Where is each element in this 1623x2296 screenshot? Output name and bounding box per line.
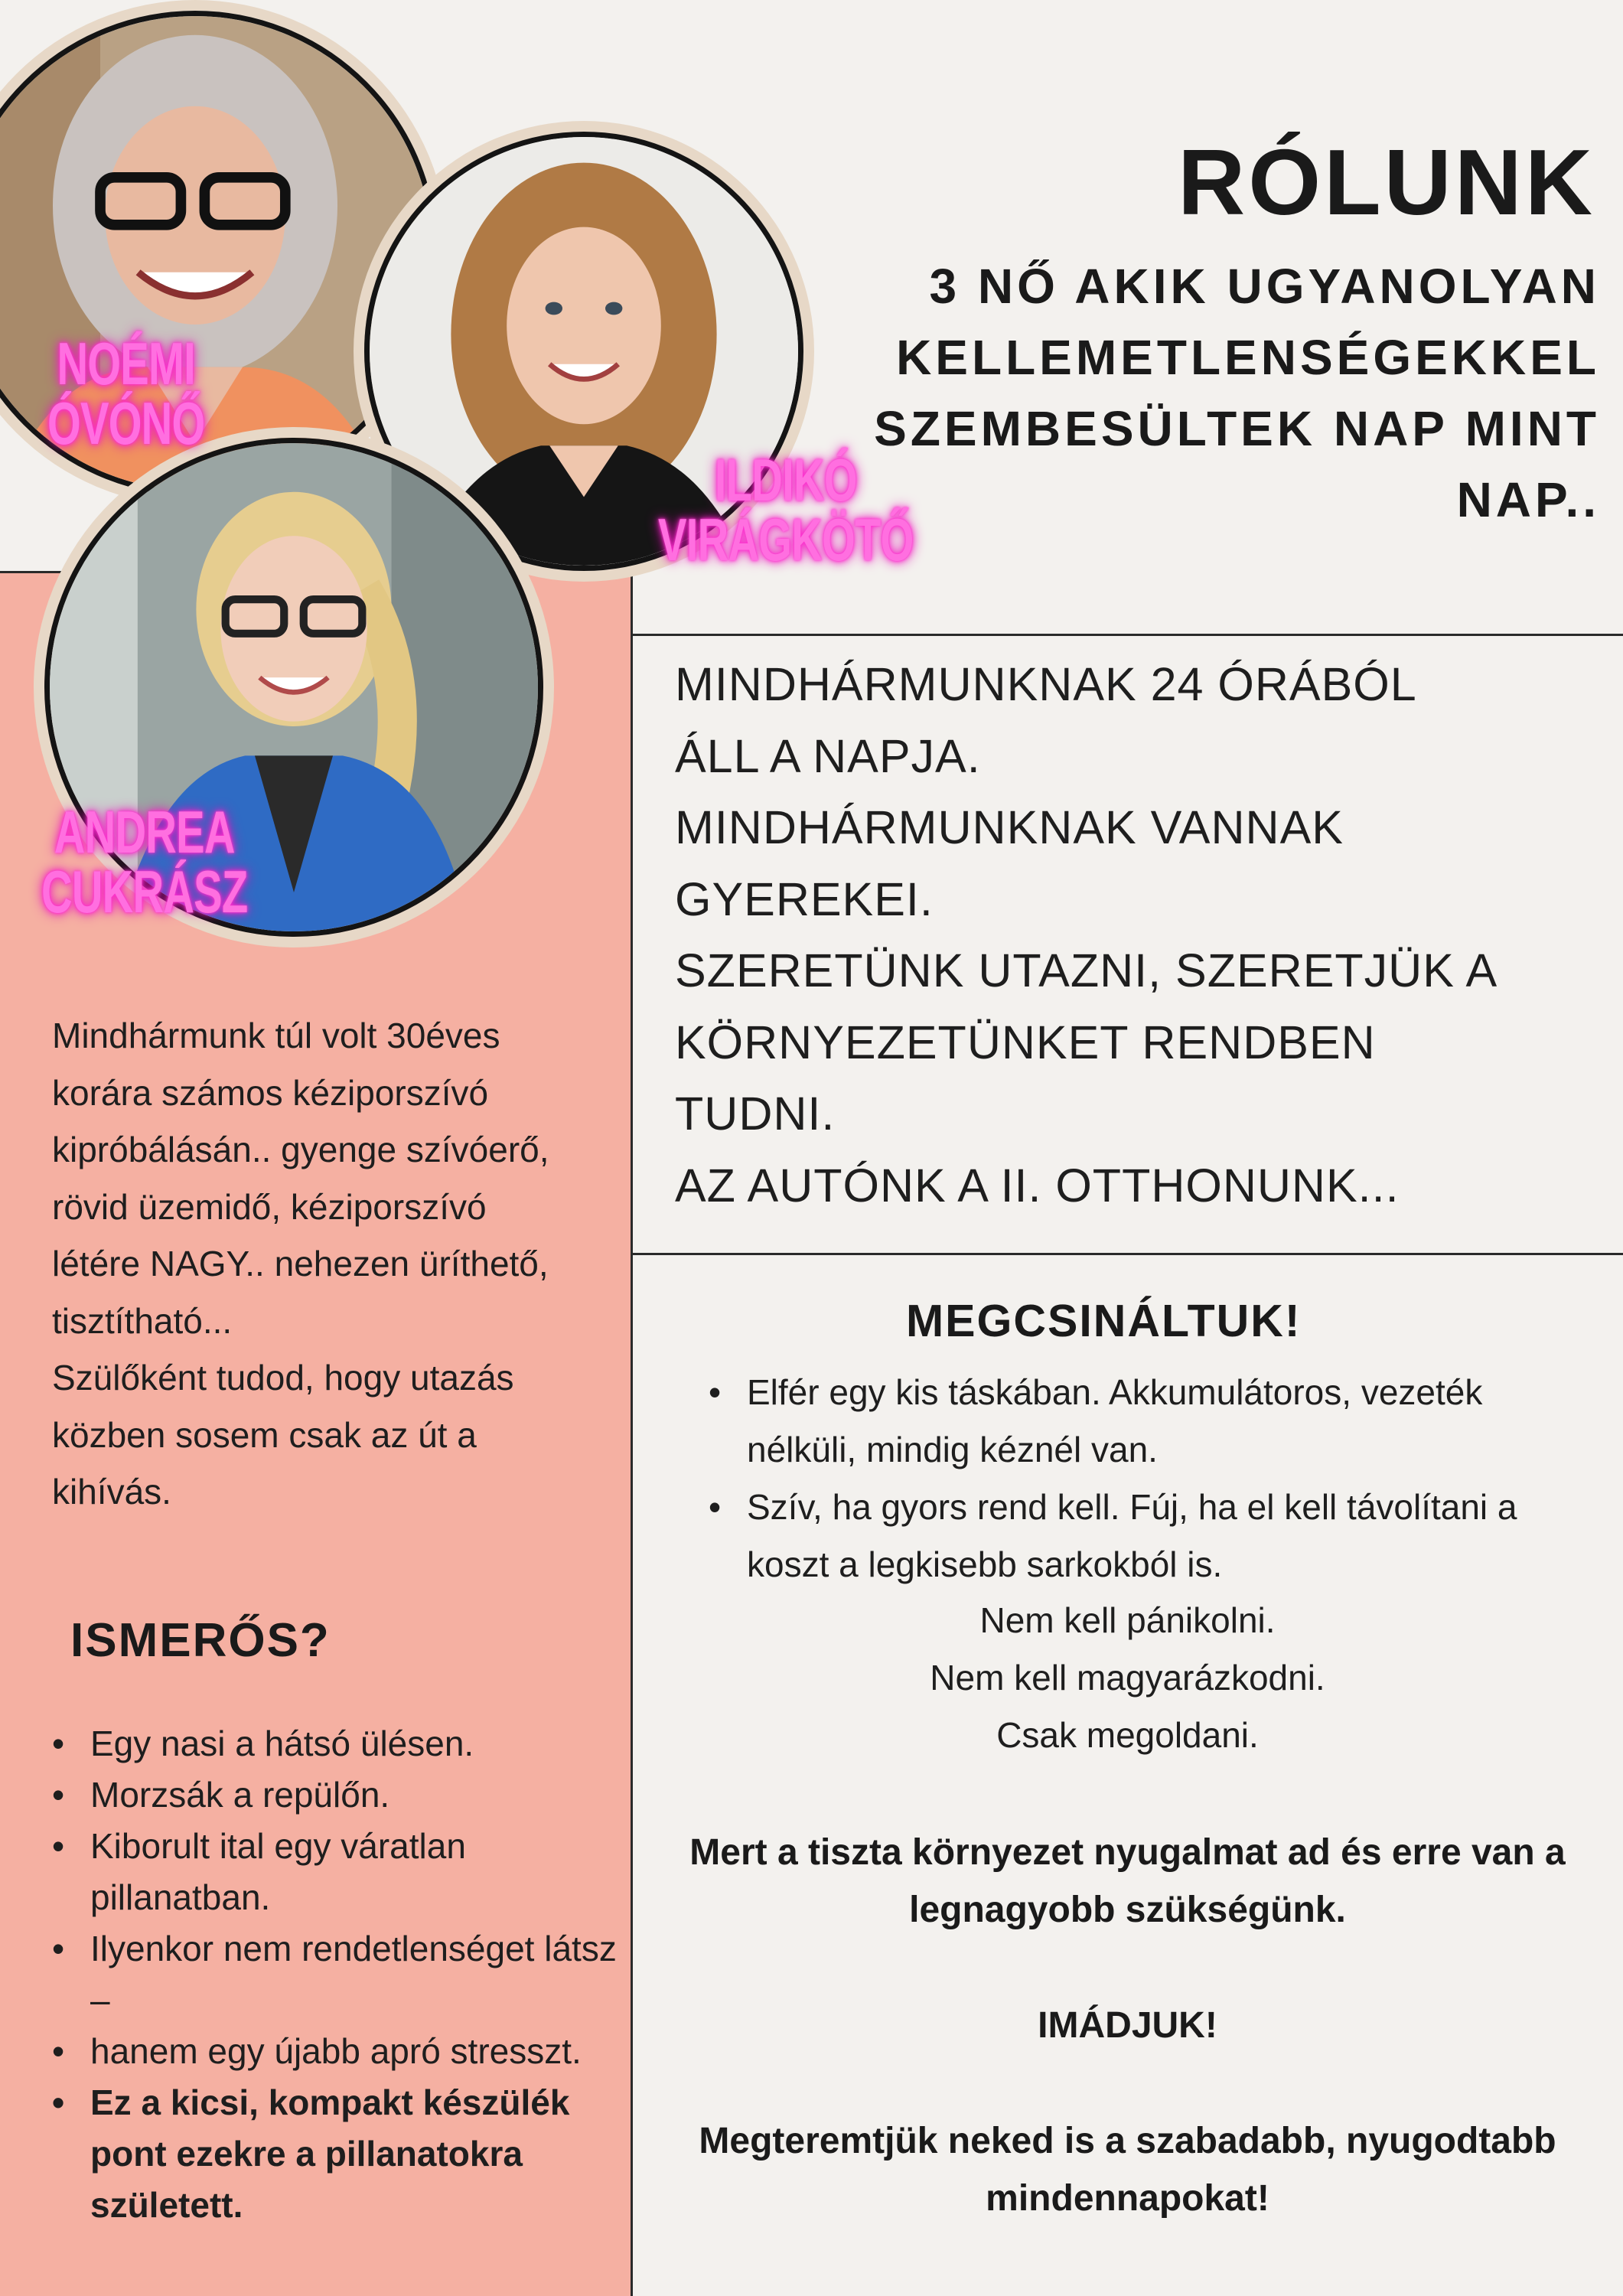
list-item: • Morzsák a repülőn. [90,1769,618,1821]
page-subtitle [789,251,1600,536]
person-name: ILDIKÓ [714,446,857,514]
person-name: NOÉMI [57,330,195,397]
story-line: létére NAGY.. nehezen üríthető, [52,1244,549,1283]
reassurance-line: Nem kell magyarázkodni. [930,1658,1325,1698]
story-line: közben sosem csak az út a [52,1414,477,1455]
story-line: rövid üzemidő, kéziporszívó [52,1186,487,1227]
person-role: ÓVÓNŐ [47,390,205,457]
intro-line: SZERETÜNK UTAZNI, SZERETJÜK A [675,944,1498,996]
solution-heading: MEGCSINÁLTUK! [906,1296,1302,1346]
love-statement: IMÁDJUK! [1038,2005,1217,2046]
intro-line: TUDNI. [675,1088,836,1140]
story-paragraph [52,1007,611,1521]
familiar-heading: ISMERŐS? [70,1614,331,1667]
divider-line [632,1253,1623,1255]
reassurance-lines [632,1592,1623,1764]
person-role: CUKRÁSZ [41,858,248,925]
reassurance-line: Nem kell pánikolni. [979,1600,1276,1640]
story-line: Mindhármunk túl volt 30éves [52,1016,500,1055]
intro-line: MINDHÁRMUNKNAK 24 ÓRÁBÓL [675,658,1417,710]
bold-statement: Mert a tiszta környezet nyugalmat ad és erre van a legnagyobb szükségünk. [689,1832,1566,1930]
solution-list [747,1364,1596,1593]
name-label-noemi [47,330,205,457]
subtitle-line: 3 NŐ AKIK UGYANOLYAN [929,259,1600,314]
list-item: • hanem egy újabb apró stresszt. [90,2026,618,2077]
story-line: kihívás. [52,1472,171,1512]
list-item: • Ilyenkor nem rendetlenséget látsz – [90,1923,618,2026]
page-title: RÓLUNK [1178,130,1595,234]
person-role: VIRÁGKÖTŐ [658,506,914,573]
divider-line [632,634,1623,636]
subtitle-line: KELLEMETLENSÉGEKKEL [896,330,1600,385]
person-name: ANDREA [54,798,235,866]
list-item: • Egy nasi a hátsó ülésen. [90,1718,618,1769]
closing-statement: Megteremtjük neked is a szabadabb, nyugodtabb mindennapokat! [699,2121,1556,2219]
story-line: Szülőként tudod, hogy utazás [52,1358,514,1397]
intro-line: ÁLL A NAPJA. [675,729,981,782]
intro-line: GYEREKEI. [675,872,934,925]
intro-line: KÖRNYEZETÜNKET RENDBEN [675,1016,1376,1068]
list-item: • Szív, ha gyors rend kell. Fúj, ha el kell távolítani a koszt a legkisebb sarkokból is. [747,1479,1596,1593]
list-item: • Elfér egy kis táskában. Akkumulátoros, vezeték nélküli, mindig kéznél van. [747,1364,1596,1479]
familiar-list [90,1718,618,2231]
subtitle-line: NAP.. [1456,472,1600,527]
story-line: korára számos kéziporszívó [52,1072,489,1113]
intro-line: MINDHÁRMUNKNAK VANNAK [675,801,1344,853]
subtitle-line: SZEMBESÜLTEK NAP MINT [874,401,1600,456]
intro-text [675,649,1608,1221]
story-line: tisztítható... [52,1300,233,1341]
reassurance-line: Csak megoldani. [996,1715,1259,1755]
list-item: • Kiborult ital egy váratlan pillanatban. [90,1821,618,1923]
list-item: • Ez a kicsi, kompakt készülék pont ezekre a pillanatokra született. [90,2077,618,2231]
story-line: kipróbálásán.. gyenge szívóerő, [52,1130,549,1169]
intro-line: AZ AUTÓNK A II. OTTHONUNK... [675,1159,1400,1212]
name-label-andrea [41,798,248,925]
